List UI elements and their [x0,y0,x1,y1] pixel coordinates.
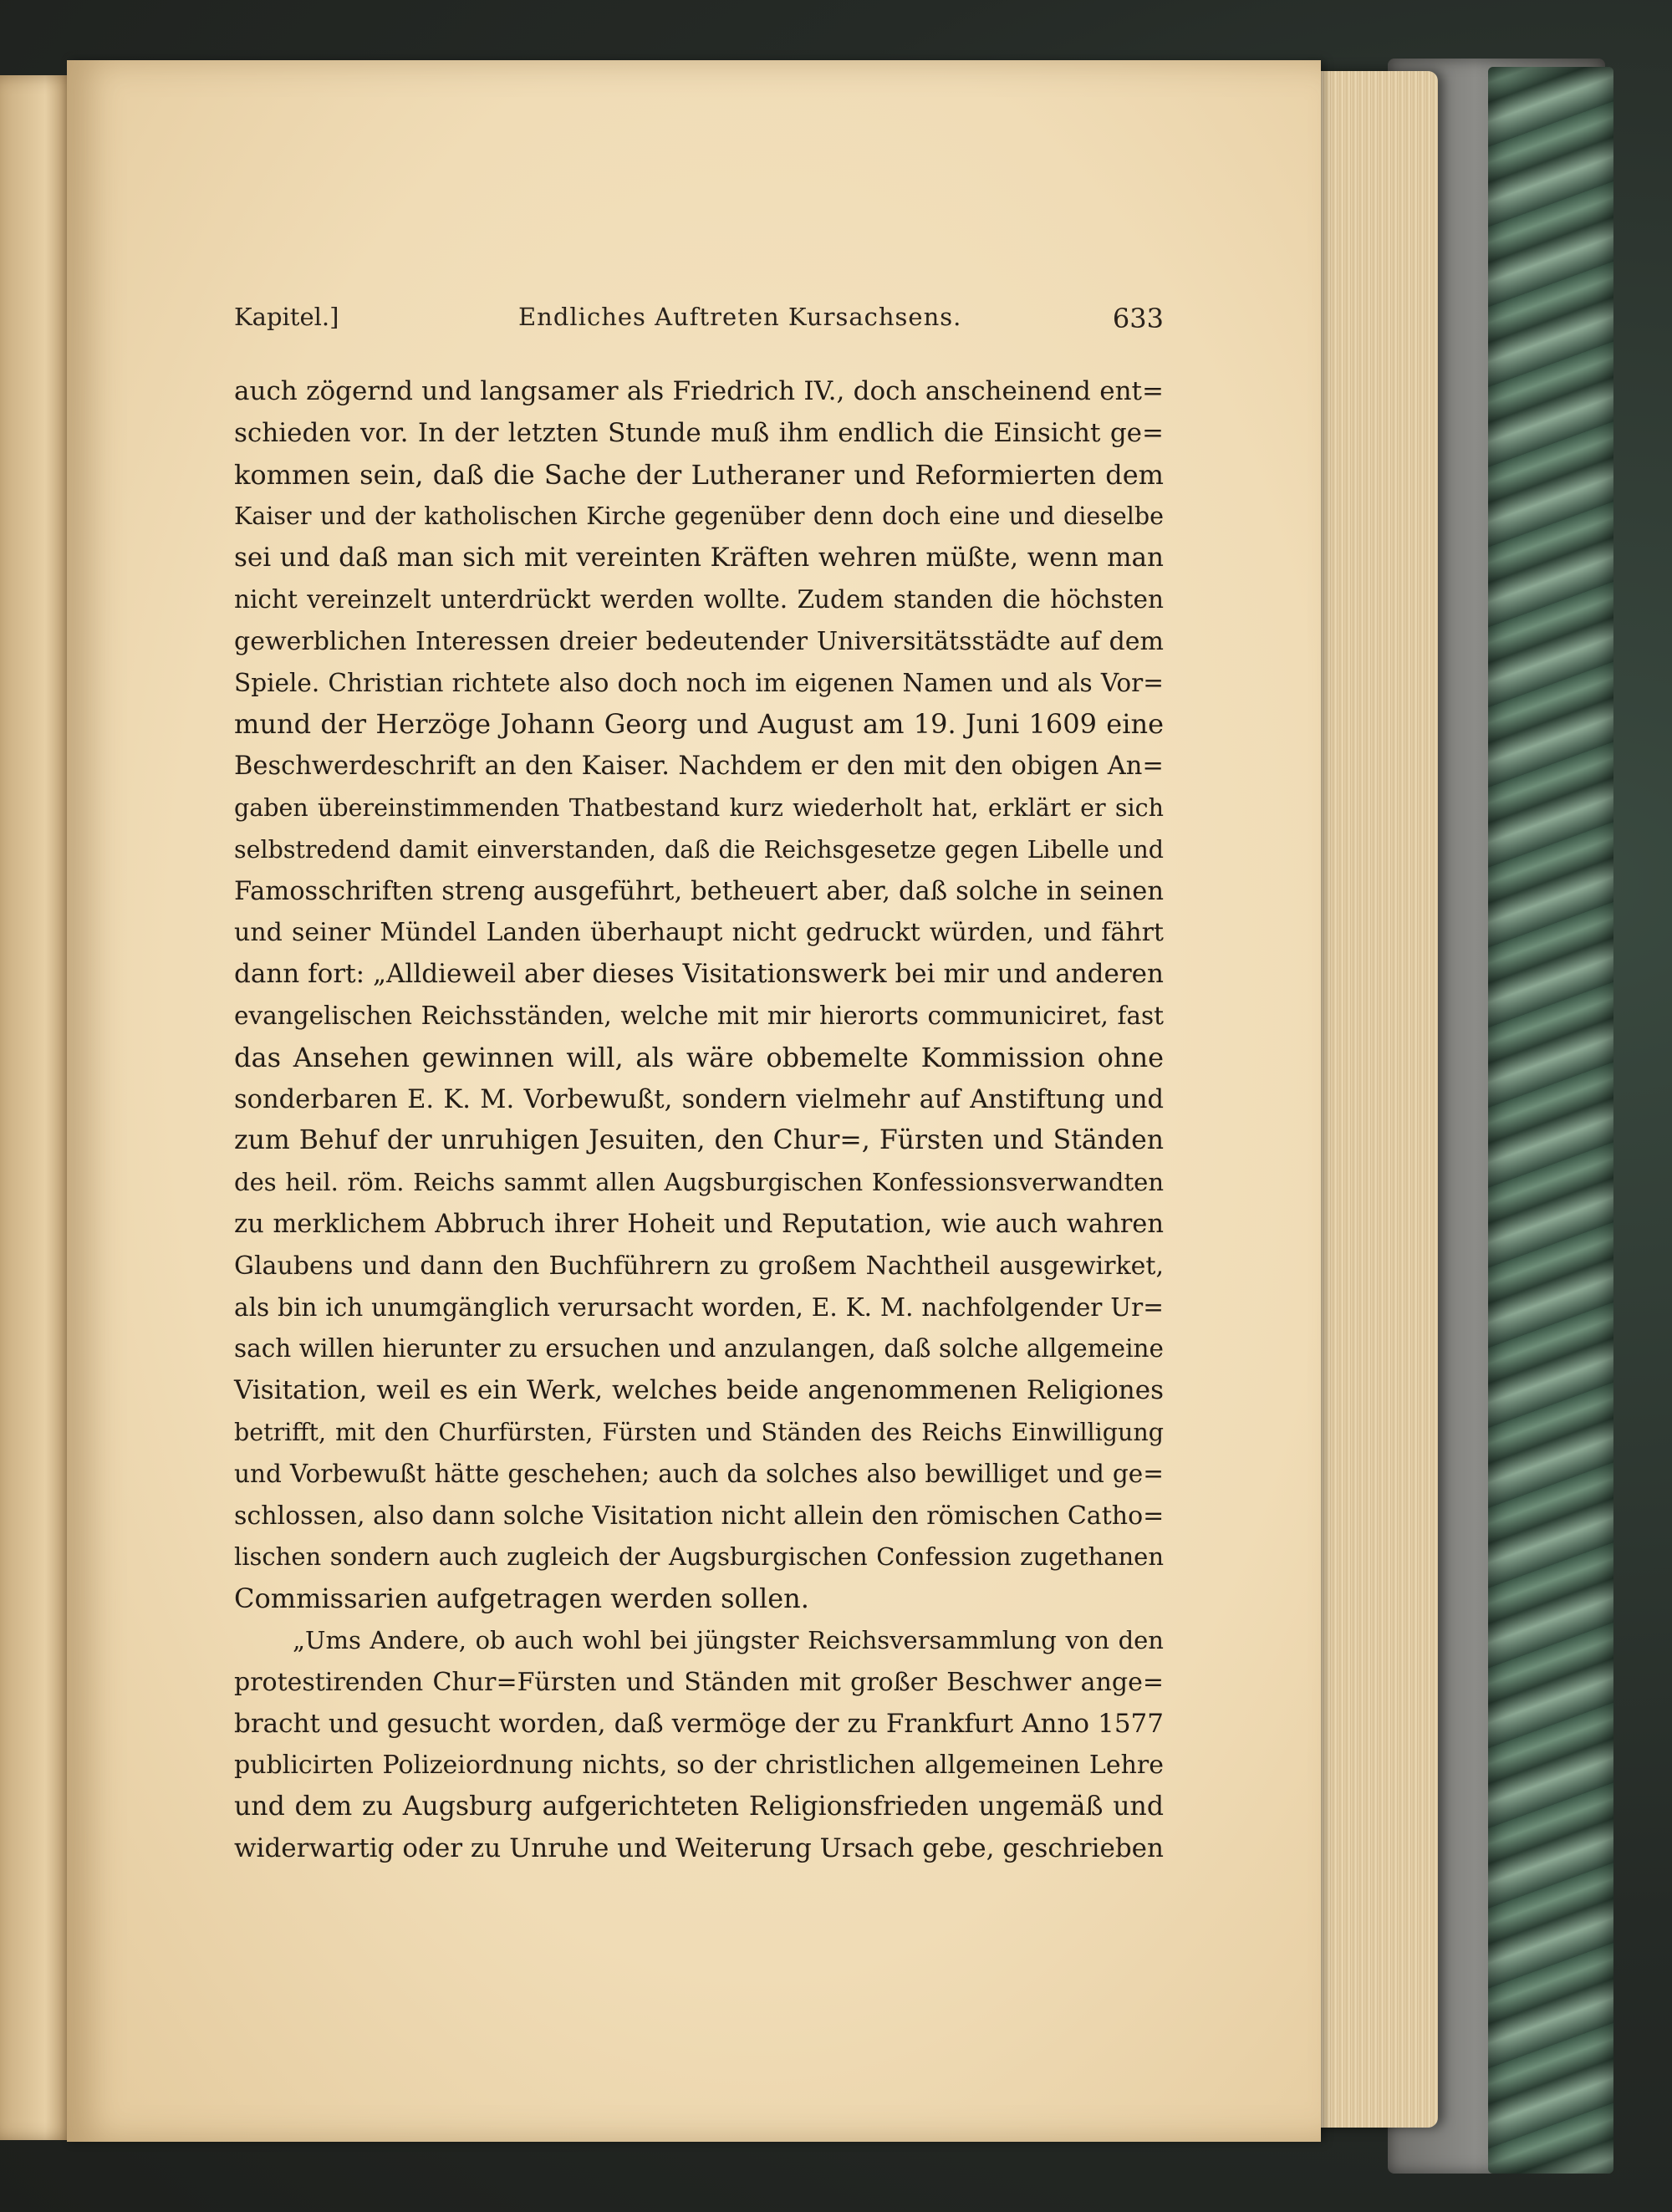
text-line: schlossen, also dann solche Visitation nicht allein den römischen Catho= [234,1501,1165,1531]
text-line: widerwartig oder zu Unruhe und Weiterung Ursach gebe, geschrieben [234,1832,1164,1863]
text-line: selbstredend damit einverstanden, daß die Reichsgesetze gegen Libelle und [234,835,1164,864]
text-line-paragraph-end: Commissarien aufgetragen werden sollen. [234,1583,809,1615]
text-line-paragraph-start: „Ums Andere, ob auch wohl bei jüngster Reichsversammlung von den [293,1625,1164,1654]
text-line: zum Behuf der unruhigen Jesuiten, den Chur=, Fürsten und Ständen [234,1125,1164,1156]
book-page [67,60,1321,2142]
text-line: Kaiser und der katholischen Kirche gegenüber denn doch eine und dieselbe [234,502,1164,531]
running-header [234,303,1164,336]
text-line: betrifft, mit den Churfürsten, Fürsten und Ständen des Reichs Einwilligung [234,1418,1164,1446]
text-line: als bin ich unumgänglich verursacht worden, E. K. M. nachfolgender Ur= [234,1292,1164,1322]
marbled-cover-edge [1488,67,1613,2174]
text-line: dann fort: „Alldieweil aber dieses Visitationswerk bei mir und anderen [234,959,1164,990]
text-line: gewerblichen Interessen dreier bedeutender Universitätsstädte auf dem [234,626,1164,656]
text-line: sei und daß man sich mit vereinten Kräften wehren müßte, wenn man [234,543,1164,573]
text-line: publicirten Polizeiordnung nichts, so der christlichen allgemeinen Lehre [234,1751,1164,1781]
text-line: mund der Herzöge Johann Georg und August am 19. Juni 1609 eine [234,708,1164,741]
page-number: 633 [1112,303,1164,334]
text-line: sonderbaren E. K. M. Vorbewußt, sondern vielmehr auf Anstiftung und [234,1084,1164,1114]
text-line: Famosschriften streng ausgeführt, betheuert aber, daß solche in seinen [234,876,1164,906]
header-title: Endliches Auftreten Kursachsens. [518,303,962,331]
text-line: Beschwerdeschrift an den Kaiser. Nachdem er den mit den obigen An= [234,752,1164,782]
text-line: gaben übereinstimmenden Thatbestand kurz wiederholt hat, erklärt er sich [234,793,1164,822]
text-line: zu merklichem Abbruch ihrer Hoheit und Reputation, wie auch wahren [234,1209,1164,1239]
text-line: und Vorbewußt hätte geschehen; auch da solches also bewilliget und ge= [234,1459,1164,1488]
text-line: Visitation, weil es ein Werk, welches beide angenommenen Religiones [234,1375,1164,1406]
text-line: und seiner Mündel Landen überhaupt nicht gedruckt würden, und fährt [234,918,1164,948]
text-line: Spiele. Christian richtete also doch noch im eigenen Namen und als Vor= [234,668,1164,697]
text-line: protestirenden Chur=Fürsten und Ständen mit großer Beschwer ange= [234,1667,1164,1697]
text-line: kommen sein, daß die Sache der Lutheraner und Reformierten dem [234,458,1164,491]
left-page-edge [0,75,75,2140]
text-line: das Ansehen gewinnen will, als wäre obbemelte Kommission ohne [234,1041,1164,1073]
body-text [234,371,1164,1870]
header-chapter-label: Kapitel.] [234,303,339,331]
text-line: schieden vor. In der letzten Stunde muß ihm endlich die Einsicht ge= [234,417,1164,448]
text-line: und dem zu Augsburg aufgerichteten Religionsfrieden ungemäß und [234,1792,1164,1822]
text-line: lischen sondern auch zugleich der Augsburgischen Confession zugethanen [234,1542,1164,1572]
text-line: bracht und gesucht worden, daß vermöge der zu Frankfurt Anno 1577 [234,1708,1164,1739]
text-line: sach willen hierunter zu ersuchen und anzulangen, daß solche allgemeine [234,1334,1164,1363]
text-line: nicht vereinzelt unterdrückt werden wollte. Zudem standen die höchsten [234,584,1164,614]
text-line: des heil. röm. Reichs sammt allen Augsburgischen Konfessionsverwandten [234,1168,1164,1197]
text-line: evangelischen Reichsständen, welche mit mir hierorts communiciret, fast [234,1001,1164,1030]
page-block-edges [1304,71,1438,2128]
text-line: auch zögernd und langsamer als Friedrich IV., doch anscheinend ent= [234,376,1164,406]
text-line: Glaubens und dann den Buchführern zu großem Nachtheil ausgewirket, [234,1251,1164,1281]
